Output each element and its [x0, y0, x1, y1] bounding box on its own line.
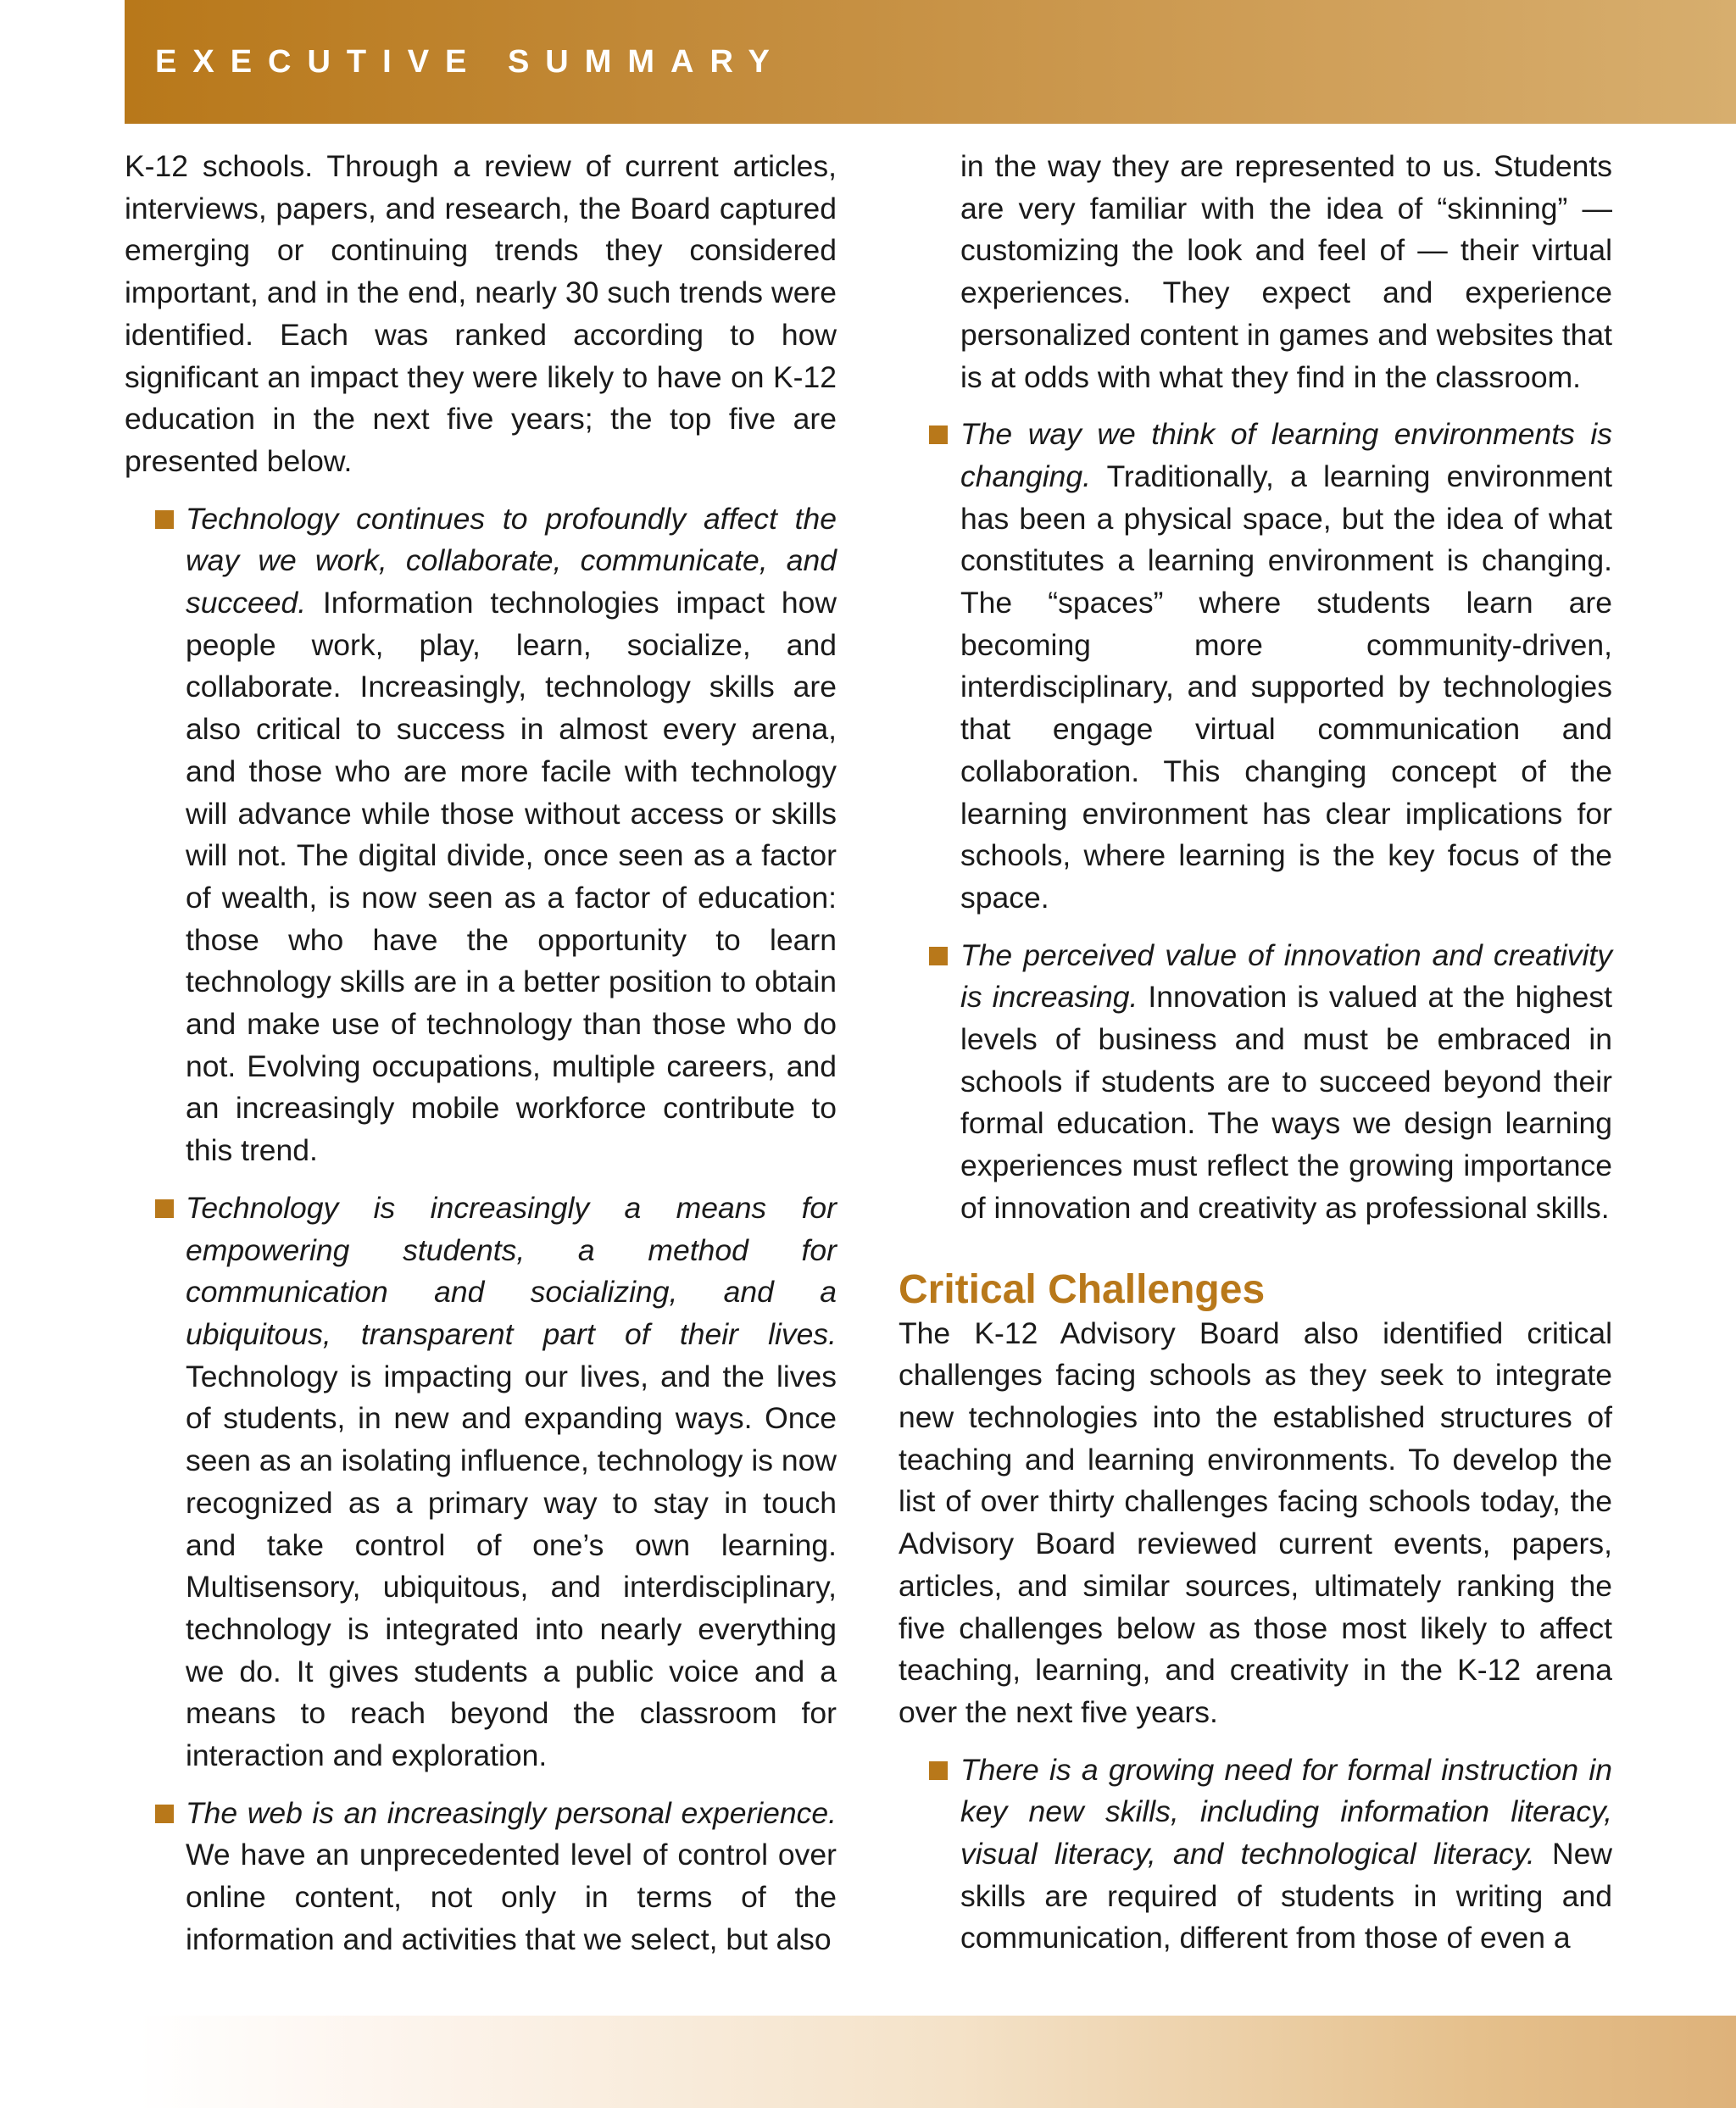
list-item: [899, 1749, 1612, 1961]
bullet-lead: There is a growing need for formal instruction in key new skills, including information literacy, visual literacy, and technological literacy.: [960, 1752, 1612, 1872]
trends-list: [125, 498, 837, 1961]
bullet-lead: The perceived value of innovation and creativity is increasing.: [960, 937, 1612, 1015]
bullet-body: New skills are required of students in writing and communication, different from those of even a: [960, 1837, 1612, 1955]
section-paragraph: The K-12 Advisory Board also identified critical challenges facing schools as they seek to integrate new technologies into the established structures of teaching and learning environments. To develop the list of over thirty challenges facing schools today, the Advisory Board reviewed current events, papers, articles, and similar sources, ultimately ranking the five challenges below as those most likely to affect teaching, learning, and creativity in the K-12 arena over the next five years.: [899, 1315, 1612, 1729]
bullet-lead: Technology is increasingly a means for empowering students, a method for communication and socializing, and a ubiquitous, transparent part of their lives.: [186, 1190, 837, 1351]
list-item: [125, 1187, 837, 1777]
bullet-body: Technology is impacting our lives, and the lives of students, in new and expanding ways. Once seen as an isolating influence, technology is now recognized as a primary way to stay in touch and take control of one’s own learning. Multisensory, ubiquitous, and interdisciplinary, technology is integrated into nearly everything we do. It gives students a public voice and a means to reach beyond the classroom for interaction and exploration.: [186, 1359, 837, 1773]
bullet-lead: The web is an increasingly personal experience.: [186, 1795, 837, 1830]
list-item: [899, 414, 1612, 919]
list-item: [125, 498, 837, 1172]
bullet-square-icon: [155, 1805, 174, 1823]
bullet-square-icon: [155, 1199, 174, 1218]
continued-paragraph: in the way they are represented to us. Students are very familiar with the idea of “skinning” — customizing the look and feel of — their virtual experiences. They expect and experience personalized content in games and websites that is at odds with what they find in the classroom.: [960, 149, 1612, 394]
right-column: [899, 146, 1612, 1960]
bullet-square-icon: [929, 425, 948, 444]
footer-band: [0, 2016, 1736, 2108]
left-column: [125, 146, 837, 1961]
bullet-square-icon: [929, 947, 948, 965]
bullet-body: We have an unprecedented level of control over online content, not only in terms of the information and activities that we select, but also: [186, 1838, 837, 1956]
bullet-lead: Technology continues to profoundly affect the way we work, collaborate, communicate, and succeed.: [186, 501, 837, 620]
intro-paragraph: K-12 schools. Through a review of current articles, interviews, papers, and research, the Board captured emerging or continuing trends they considered important, and in the end, nearly 30 such trends were identified. Each was ranked according to how significant an impact they were likely to have on K-12 education in the next five years; the top five are presented below.: [125, 149, 837, 478]
challenges-list: [899, 1749, 1612, 1961]
bullet-body: Information technologies impact how people work, play, learn, socialize, and collaborate. Increasingly, technology skills are also critical to success in almost every arena, and those who are more facile with technology will advance while those without access or skills will not. The digital divide, once seen as a factor of wealth, is now seen as a factor of education: those who have the opportunity to learn technology skills are in a better position to obtain and make use of technology than those who do not. Evolving occupations, multiple careers, and an increasingly mobile workforce contribute to this trend.: [186, 586, 837, 1168]
bullet-square-icon: [929, 1761, 948, 1780]
section-heading: Critical Challenges: [899, 1266, 1266, 1312]
list-item: [899, 935, 1612, 1230]
trends-list-continued: [899, 414, 1612, 1229]
bullet-square-icon: [155, 510, 174, 529]
list-item: [125, 1793, 837, 1961]
page-title: EXECUTIVE SUMMARY: [155, 44, 786, 80]
bullet-body: Traditionally, a learning environment has been a physical space, but the idea of what constitutes a learning environment is changing. The “spaces” where students learn are becoming more community-driven, interdisciplinary, and supported by technologies that engage virtual communication and collaboration. This changing concept of the learning environment has clear implications for schools, where learning is the key focus of the space.: [960, 459, 1612, 915]
bullet-lead: The way we think of learning environments is changing.: [960, 417, 1612, 493]
bullet-body: Innovation is valued at the highest levels of business and must be embraced in schools if students are to succeed beyond their formal education. The ways we design learning experiences must reflect the growing importance of innovation and creativity as professional skills.: [960, 980, 1612, 1225]
